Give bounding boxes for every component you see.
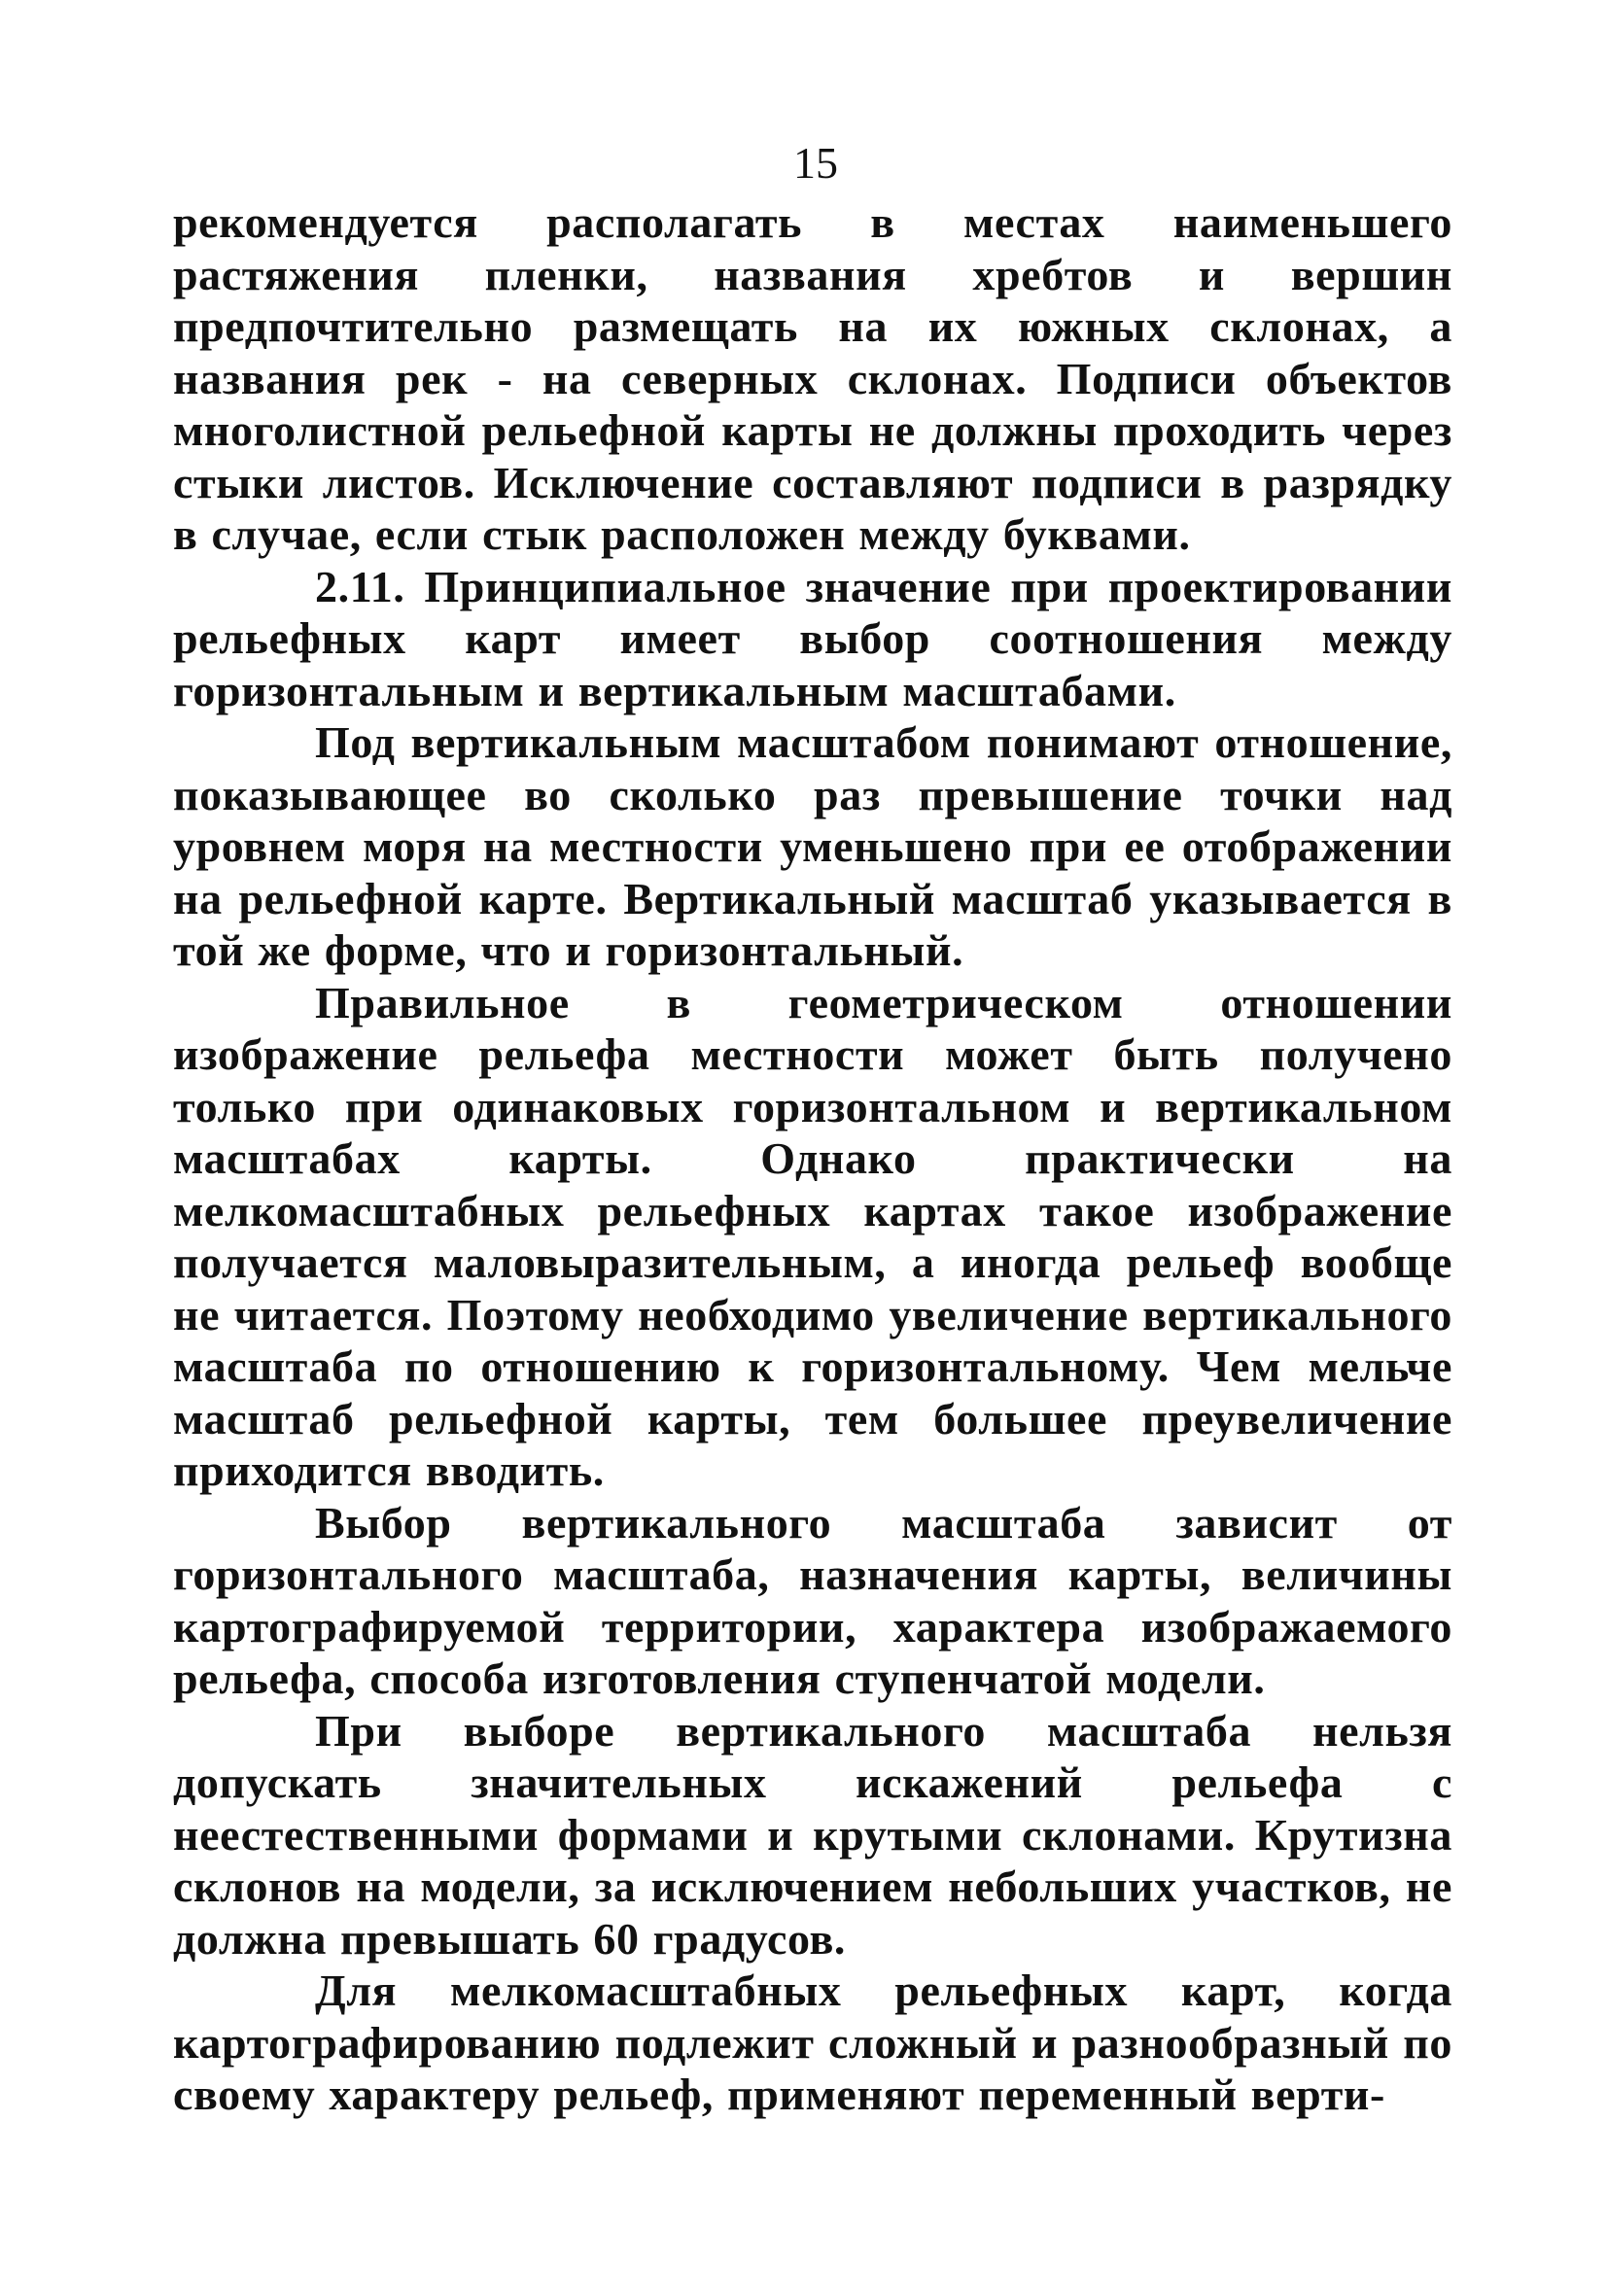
- paragraph-scale-choice-factors: Выбор вертикального масштаба зависит от горизонтального масштаба, назначения карты, величины картографируемой территории, характера изображаемого рельефа, способа изготовления ступенчатой модели.: [173, 1497, 1452, 1703]
- paragraph-geometric-relief: Правильное в геометрическом отношении изображение рельефа местности может быть получено только при одинаковых горизонтальном и вертикальном масштабах карты. Однако практически на мелкомасштабных рельефных картах такое изображение получается маловыразительным, а иногда рельеф вообще не читается. Поэтому необходимо увеличение вертикального масштаба по отношению к горизонтальному. Чем мельче масштаб рельефной карты, тем большее преувеличение приходится вводить.: [173, 977, 1452, 1495]
- paragraph-distortion-limits: При выборе вертикального масштаба нельзя допускать значительных искажений рельефа с неестественными формами и крутыми склонами. Крутизна склонов на модели, за исключением небольших участков, не должна превышать 60 градусов.: [173, 1705, 1452, 1964]
- paragraph-variable-scale: Для мелкомасштабных рельефных карт, когда картографированию подлежит сложный и разнообразный по своему характеру рельеф, применяют переменный верти-: [173, 1966, 1452, 2119]
- page-number: 15: [793, 138, 838, 188]
- paragraph-continuation: рекомендуется располагать в местах наименьшего растяжения пленки, названия хребтов и вершин предпочтительно размещать на их южных склонах, а названия рек - на северных склонах. Подписи объектов многолистной рельефной карты не должны проходить через стыки листов. Исключение составляют подписи в разрядку в случае, если стык расположен между буквами.: [173, 197, 1452, 559]
- paragraph-2-11: 2.11. Принципиальное значение при проектировании рельефных карт имеет выбор соотношения между горизонтальным и вертикальным масштабами.: [173, 561, 1452, 715]
- paragraph-vertical-scale-definition: Под вертикальным масштабом понимают отношение, показывающее во сколько раз превышение точки над уровнем моря на местности уменьшено при ее отображении на рельефной карте. Вертикальный масштаб указывается в той же форме, что и горизонтальный.: [173, 717, 1452, 975]
- body-text: [173, 196, 1452, 2121]
